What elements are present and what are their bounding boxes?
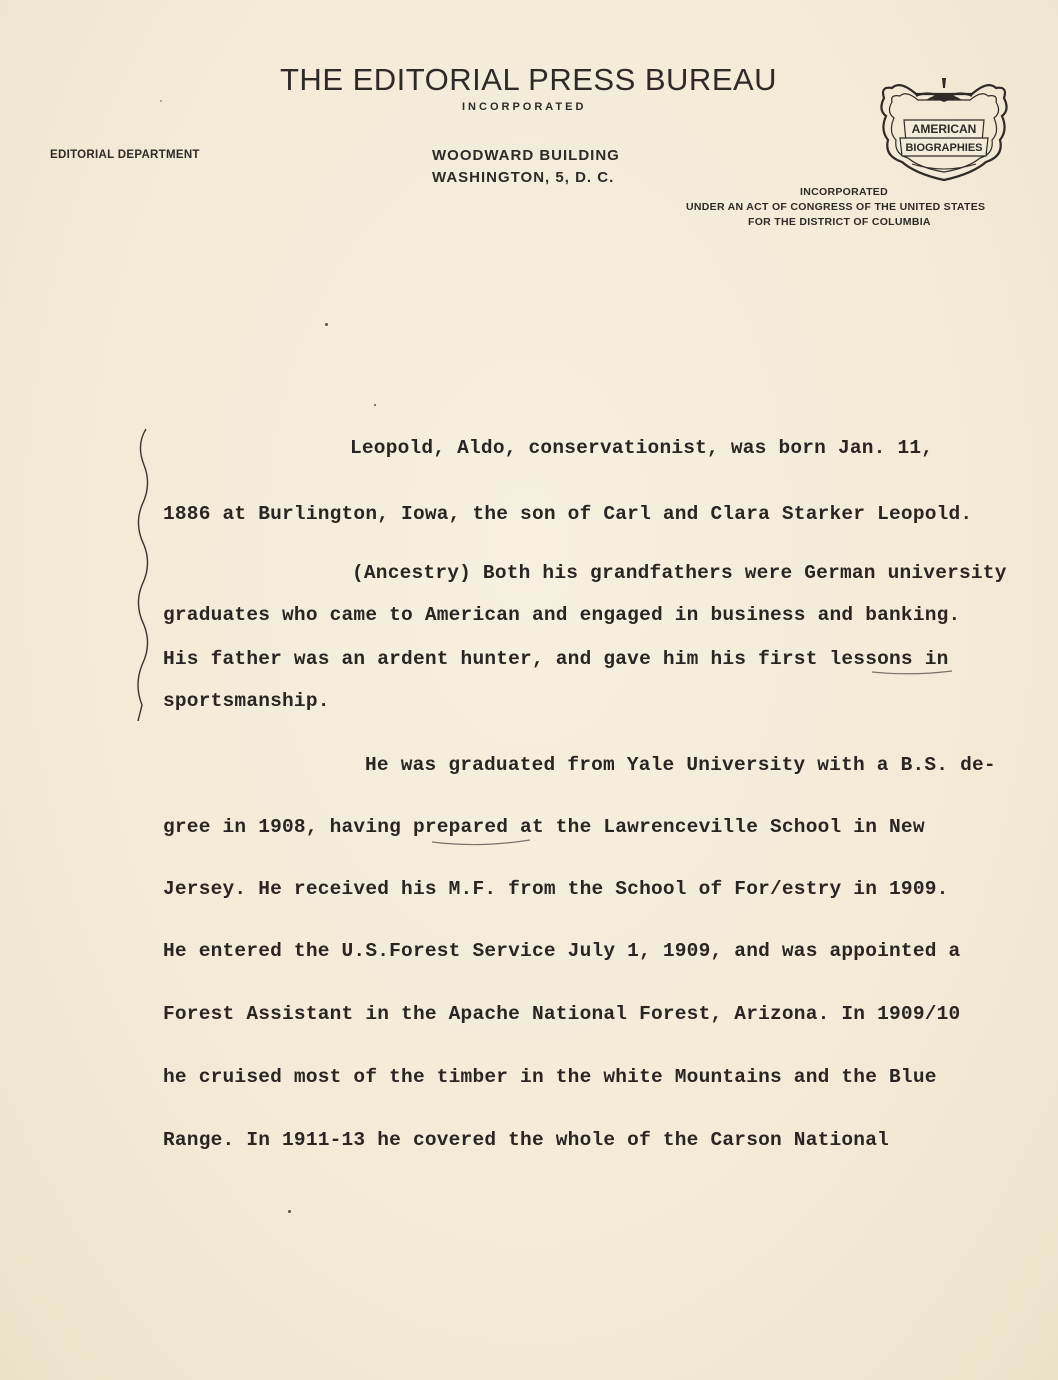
address-line-1: WOODWARD BUILDING	[432, 147, 620, 164]
paper-speck	[288, 1210, 291, 1213]
paper-speck	[374, 404, 376, 406]
body-line-4: graduates who came to American and engaged in business and banking.	[163, 604, 961, 626]
body-line-10: He entered the U.S.Forest Service July 1, 1909, and was appointed a	[163, 940, 961, 962]
incorporation-line-3: FOR THE DISTRICT OF COLUMBIA	[748, 216, 931, 228]
body-line-11: Forest Assistant in the Apache National Forest, Arizona. In 1909/10	[163, 1003, 961, 1025]
body-line-13: Range. In 1911-13 he covered the whole of the Carson National	[163, 1129, 890, 1151]
incorporation-line-1: INCORPORATED	[800, 186, 888, 198]
paper-speck	[160, 100, 162, 102]
body-line-6: sportsmanship.	[163, 690, 330, 712]
body-line-2: 1886 at Burlington, Iowa, the son of Carl and Clara Starker Leopold.	[163, 503, 973, 525]
letterhead-title: THE EDITORIAL PRESS BUREAU	[280, 62, 778, 97]
department-label: EDITORIAL DEPARTMENT	[50, 149, 200, 161]
body-line-12: he cruised most of the timber in the white Mountains and the Blue	[163, 1066, 937, 1088]
seal-text-biographies: BIOGRAPHIES	[905, 142, 983, 154]
body-line-9: Jersey. He received his M.F. from the School of For/estry in 1909.	[163, 878, 949, 900]
body-line-7: He was graduated from Yale University with a B.S. de-	[365, 754, 996, 776]
address-line-2: WASHINGTON, 5, D. C.	[432, 169, 615, 186]
margin-bracket-mark	[128, 425, 168, 725]
seal-text-american: AMERICAN	[911, 122, 977, 136]
body-line-1: Leopold, Aldo, conservationist, was born Jan. 11,	[350, 437, 934, 459]
eagle-seal-icon	[876, 70, 1012, 186]
body-line-5: His father was an ardent hunter, and gave him his first lessons in	[163, 648, 949, 670]
body-line-8: gree in 1908, having prepared at the Lawrenceville School in New	[163, 816, 925, 838]
incorporation-line-2: UNDER AN ACT OF CONGRESS OF THE UNITED STATES	[686, 201, 986, 213]
body-line-3: (Ancestry) Both his grandfathers were German university	[352, 562, 1007, 584]
paper-speck	[325, 323, 328, 326]
letterhead-subtitle: INCORPORATED	[462, 101, 587, 113]
